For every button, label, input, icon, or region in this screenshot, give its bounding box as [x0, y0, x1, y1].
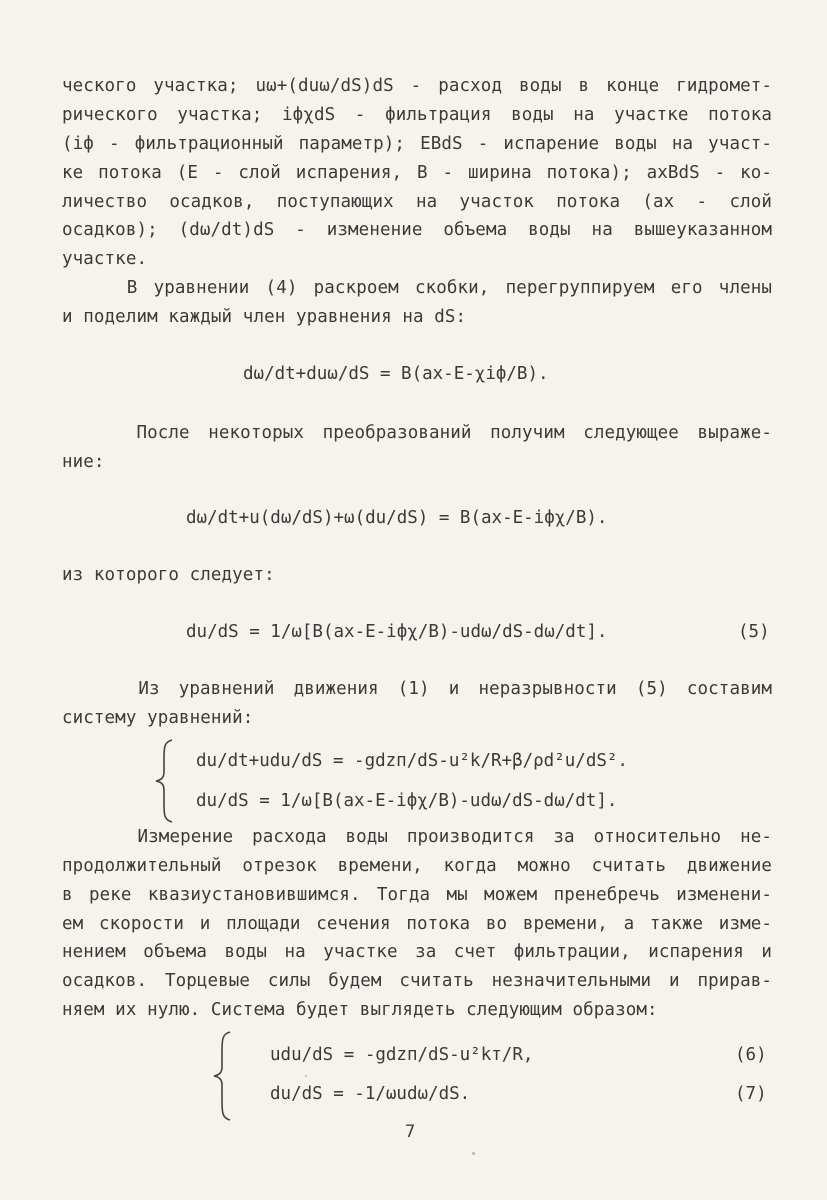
text-line: продолжительный отрезок времени, когда можно считать движение	[62, 856, 772, 876]
equation: du/dS = 1/ω[B(aх-E-iфχ/B)-udω/dS-dω/dt].	[186, 622, 608, 642]
equation-number: (6)	[735, 1045, 767, 1065]
system-equation: udu/dS = -gdzп/dS-u²kт/R,	[270, 1045, 534, 1065]
text-line: систему уравнений:	[62, 708, 254, 728]
page-number: 7	[405, 1122, 416, 1142]
text-line: После некоторых преобразований получим следующее выраже-	[62, 423, 772, 443]
equation: dω/dt+u(dω/dS)+ω(du/dS) = B(aх-E-iфχ/B).	[186, 508, 608, 528]
scan-speck	[305, 1075, 307, 1077]
equation-number: (5)	[738, 622, 770, 642]
equation: dω/dt+duω/dS = B(aх-E-χiф/B).	[243, 364, 549, 384]
text-line: ке потока (E - слой испарения, B - ширина потока); aхBdS - ко-	[62, 163, 772, 183]
text-line: ческого участка; uω+(duω/dS)dS - расход воды в конце гидромет-	[62, 76, 772, 96]
text-line: участке.	[62, 249, 148, 269]
curly-brace-icon	[152, 738, 176, 824]
text-line: в реке квазиустановившимся. Тогда мы можем пренебречь изменени-	[62, 885, 772, 905]
curly-brace-icon	[210, 1030, 234, 1122]
text-line: ем скорости и площади сечения потока во времени, а также изме-	[62, 914, 772, 934]
system-equation: du/dS = -1/ωudω/dS.	[270, 1084, 471, 1104]
text-line: В уравнении (4) раскроем скобки, перегруппируем его члены	[62, 278, 772, 298]
text-line: ние:	[62, 452, 105, 472]
text-line: осадков. Торцевые силы будем считать незначительными и прирав-	[62, 971, 772, 991]
text-line: Измерение расхода воды производится за относительно не-	[62, 827, 772, 847]
system-equation: du/dS = 1/ω[B(aх-E-iфχ/B)-udω/dS-dω/dt].	[196, 791, 618, 811]
text-line: рического участка; iфχdS - фильтрация воды на участке потока	[62, 105, 772, 125]
equation-number: (7)	[735, 1084, 767, 1104]
text-line: Из уравнений движения (1) и неразрывности (5) составим	[62, 679, 772, 699]
text-line: (iф - фильтрационный параметр); EBdS - испарение воды на участ-	[62, 134, 772, 154]
text-line: из которого следует:	[62, 565, 275, 585]
text-line: нением объема воды на участке за счет фильтрации, испарения и	[62, 942, 772, 962]
text-line: личество осадков, поступающих на участок потока (aх - слой	[62, 192, 772, 212]
scan-speck	[472, 1152, 475, 1155]
system-equation: du/dt+udu/dS = -gdzп/dS-u²k/R+β/ρd²u/dS².	[196, 751, 628, 771]
text-line: осадков); (dω/dt)dS - изменение объема воды на вышеуказанном	[62, 220, 772, 240]
text-line: няем их нулю. Система будет выглядеть следующим образом:	[62, 1000, 658, 1020]
text-line: и поделим каждый член уравнения на dS:	[62, 307, 467, 327]
